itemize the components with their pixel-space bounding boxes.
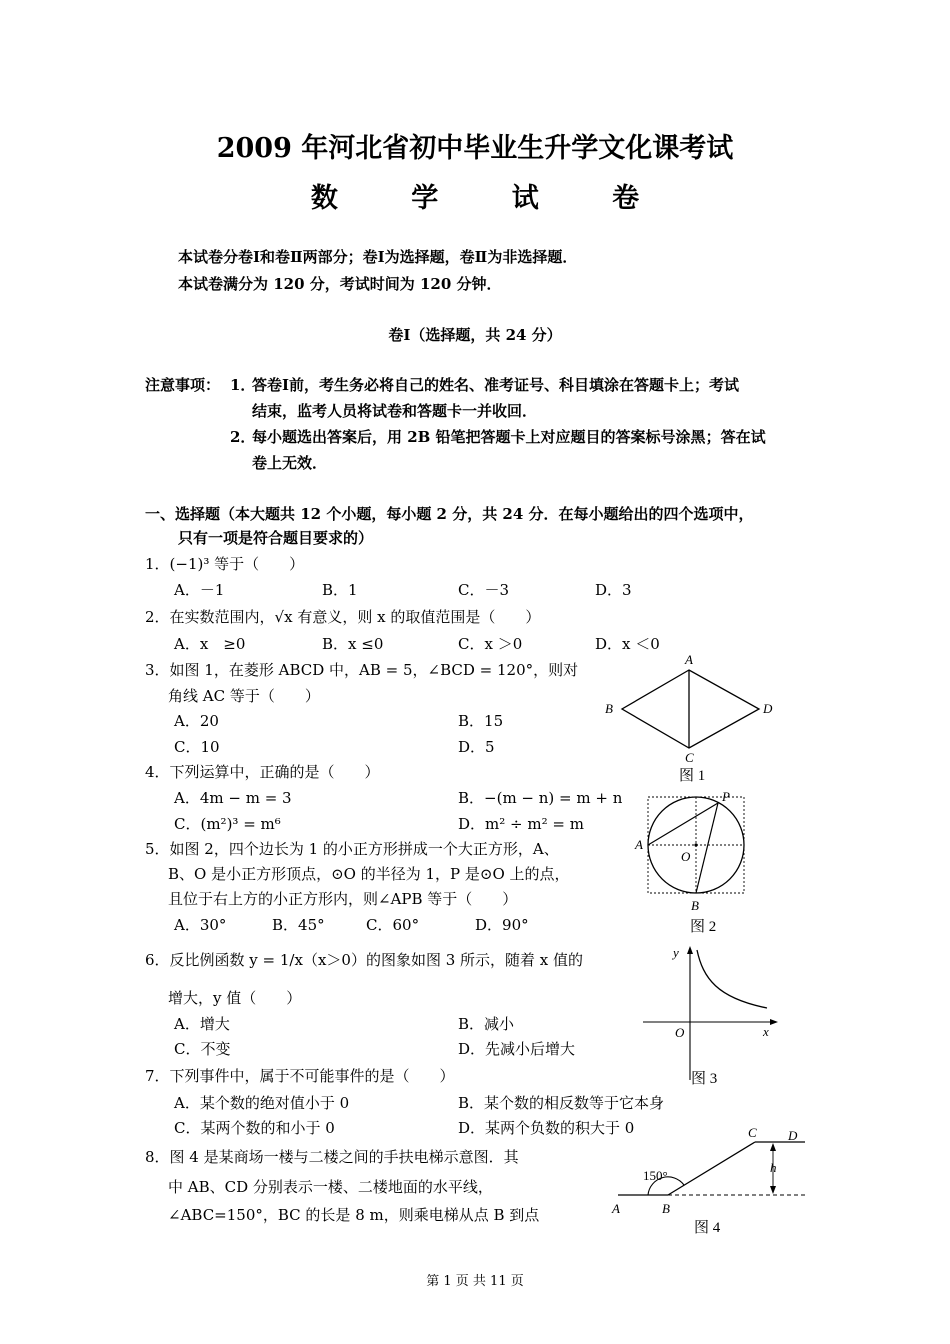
- q5-option-d: D．90°: [475, 916, 529, 934]
- q1-option-a: A．－1: [174, 581, 225, 599]
- q4-option-a: A．4m − m = 3: [174, 789, 292, 807]
- fig4-label-h: h: [770, 1160, 777, 1175]
- q3-option-c: C．10: [174, 738, 220, 756]
- fig2-label-o: O: [681, 849, 691, 864]
- notice-2-line2: 卷上无效．: [252, 454, 328, 472]
- q2-stem: 2．在实数范围内，√x 有意义，则 x 的取值范围是（ ）: [145, 608, 541, 626]
- notice-2-num: 2．: [230, 428, 256, 446]
- q7-option-c: C．某两个数的和小于 0: [174, 1119, 335, 1137]
- q1-option-b: B．1: [322, 581, 358, 599]
- notice-label: 注意事项：: [145, 376, 221, 394]
- fig4-label-b: B: [662, 1201, 670, 1216]
- q1-stem: 1．(−1)³ 等于（ ）: [145, 555, 305, 573]
- intro-line-2: 本试卷满分为 120 分，考试时间为 120 分钟．: [178, 275, 502, 293]
- fig3-label-y: y: [673, 945, 679, 960]
- q7-option-b: B．某个数的相反数等于它本身: [458, 1094, 665, 1112]
- figure-3-hyperbola: [635, 940, 785, 1088]
- fig1-caption: 图 1: [679, 768, 706, 784]
- q7-option-a: A．某个数的绝对值小于 0: [174, 1094, 350, 1112]
- q2-option-b: B．x ≤0: [322, 635, 384, 653]
- fig1-label-b: B: [605, 701, 613, 716]
- q5-option-b: B．45°: [272, 916, 325, 934]
- q4-stem: 4．下列运算中，正确的是（ ）: [145, 763, 380, 781]
- q6-option-a: A．增大: [174, 1015, 230, 1033]
- fig3-curve: [697, 950, 767, 1008]
- q2-option-c: C．x ＞0: [458, 635, 523, 653]
- fig1-label-d: D: [763, 701, 773, 716]
- fig2-label-a: A: [635, 837, 643, 852]
- fig4-label-c: C: [748, 1125, 757, 1140]
- fig3-caption: 图 3: [691, 1071, 718, 1087]
- notice-1-line2: 结束，监考人员将试卷和答题卡一并收回．: [252, 402, 538, 420]
- fig4-label-a: A: [612, 1201, 620, 1216]
- q3-line2: 角线 AC 等于（ ）: [168, 687, 320, 705]
- q8-line1: 8．图 4 是某商场一楼与二楼之间的手扶电梯示意图．其: [145, 1148, 519, 1166]
- fig4-caption: 图 4: [694, 1220, 721, 1236]
- page-footer: 第 1 页 共 11 页: [426, 1274, 524, 1289]
- intro-line-1: 本试卷分卷Ⅰ和卷Ⅱ两部分；卷Ⅰ为选择题，卷Ⅱ为非选择题．: [178, 248, 578, 266]
- q1-option-c: C．－3: [458, 581, 510, 599]
- figure-1-rhombus: [595, 650, 785, 785]
- q4-option-b: B．−(m − n) = m + n: [458, 789, 623, 807]
- q5-line2: B、O 是小正方形顶点，⊙O 的半径为 1，P 是⊙O 上的点，: [168, 865, 570, 883]
- fig4-label-angle: 150°: [643, 1168, 668, 1183]
- q5-line3: 且位于右上方的小正方形内，则∠APB 等于（ ）: [168, 890, 518, 908]
- q2-option-d: D．x ＜0: [595, 635, 660, 653]
- section-title: 卷Ⅰ（选择题，共 24 分）: [388, 326, 562, 344]
- fig1-label-c: C: [685, 750, 694, 765]
- notice-1-num: 1．: [230, 376, 256, 394]
- fig1-label-a: A: [685, 652, 693, 667]
- q6-option-c: C．不变: [174, 1040, 231, 1058]
- q5-option-c: C．60°: [366, 916, 420, 934]
- q4-option-c: C．(m²)³ = m⁶: [174, 815, 281, 833]
- q4-option-d: D．m² ÷ m² = m: [458, 815, 584, 833]
- q7-stem: 7．下列事件中，属于不可能事件的是（ ）: [145, 1067, 455, 1085]
- notice-1-line1: 答卷Ⅰ前，考生务必将自己的姓名、准考证号、科目填涂在答题卡上；考试: [252, 376, 740, 394]
- q6-option-d: D．先减小后增大: [458, 1040, 576, 1058]
- q8-line3: ∠ABC=150°，BC 的长是 8 m，则乘电梯从点 B 到点: [168, 1206, 540, 1224]
- fig4-label-d: D: [788, 1128, 798, 1143]
- part1-line1: 一、选择题（本大题共 12 个小题，每小题 2 分，共 24 分．在每小题给出的四个选项中，: [145, 505, 754, 523]
- exam-subtitle: 数 学 试 卷: [310, 183, 672, 214]
- q3-option-d: D．5: [458, 738, 495, 756]
- figure-4-escalator: [600, 1122, 815, 1237]
- q6-line1: 6．反比例函数 y = 1/x（x＞0）的图象如图 3 所示，随着 x 值的: [145, 951, 584, 969]
- fig2-label-p: P: [722, 789, 730, 804]
- q1-option-d: D．3: [595, 581, 632, 599]
- q5-line1: 5．如图 2，四个边长为 1 的小正方形拼成一个大正方形，A、: [145, 840, 559, 858]
- exam-title: 2009 年河北省初中毕业生升学文化课考试: [216, 133, 734, 164]
- q2-option-a: A．x ≥0: [174, 635, 246, 653]
- q6-line2: 增大，y 值（ ）: [168, 989, 302, 1007]
- q6-option-b: B．减小: [458, 1015, 515, 1033]
- q3-line1: 3．如图 1，在菱形 ABCD 中，AB = 5，∠BCD = 120°，则对: [145, 661, 579, 679]
- q3-option-a: A．20: [174, 712, 219, 730]
- notice-2-line1: 每小题选出答案后，用 2B 铅笔把答题卡上对应题目的答案标号涂黑；答在试: [252, 428, 766, 446]
- part1-line2: 只有一项是符合题目要求的）: [178, 529, 374, 547]
- fig2-caption: 图 2: [690, 919, 717, 935]
- q8-line2: 中 AB、CD 分别表示一楼、二楼地面的水平线，: [168, 1178, 493, 1196]
- q5-option-a: A．30°: [174, 916, 227, 934]
- q7-option-d: D．某两个负数的积大于 0: [458, 1119, 635, 1137]
- q3-option-b: B．15: [458, 712, 504, 730]
- figure-2-circle: [628, 785, 768, 935]
- fig3-label-x: x: [763, 1024, 769, 1039]
- fig3-label-o: O: [675, 1025, 685, 1040]
- fig2-label-b: B: [691, 898, 699, 913]
